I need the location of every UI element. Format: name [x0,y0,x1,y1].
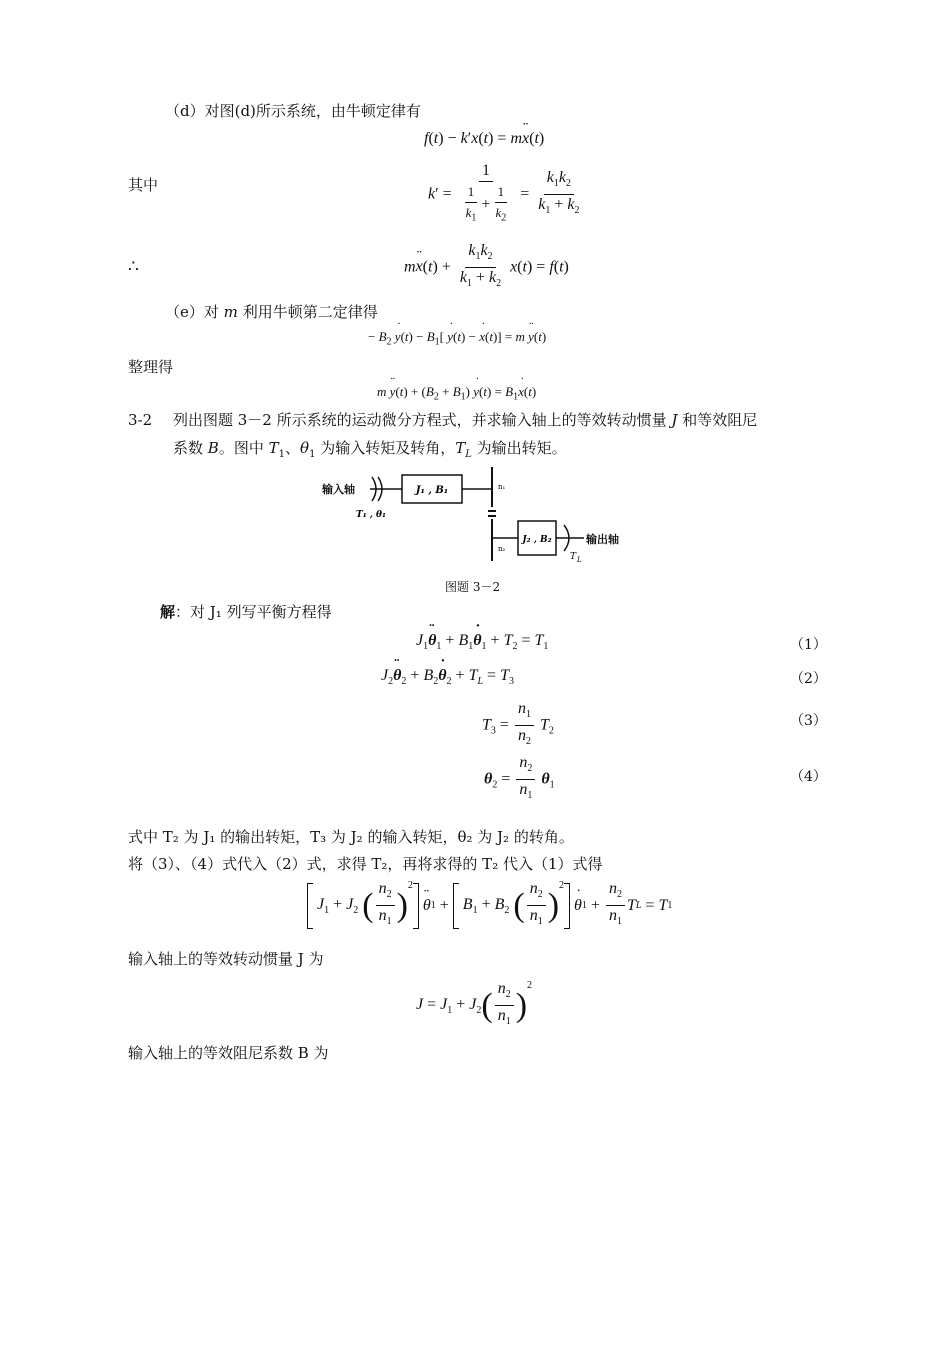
equivalent-B-label: 输入轴上的等效阻尼系数 B 为 [128,1044,329,1062]
section-e-intro-m: m [223,303,238,321]
gear-train-figure [322,463,632,568]
equation-e-balance: − $B_2$ ˙ $y(t) - B_1$[ ˙ y(t) − ˙ x(t)] = m ¨ y(t) [368,329,546,348]
equation-d-result: m¨ x(t) + $\frac{k_1k_2}{k_1 + k_2}$ x(t) = f(t) [404,242,569,293]
solution-intro [160,602,332,622]
therefore-symbol: ∴ [128,257,139,277]
problem-line-2-b: 为输出转矩。 [476,439,567,457]
problem-line-2-pre: 系数 [173,439,204,457]
section-e-intro-pre: （e）对 [165,303,219,321]
equation-combined: $J_1 + J_2$ ( $\frac{n_2}{n_1}$ ) $^2$ ¨ θ 1 + $B_1 + B_2$ ( $\frac{n_2}{n_1}$ ) $^2$ ˙ θ 1 + $\frac{n_2}{n_1}$ T L = T 1 [307,880,672,931]
svg-text:n₁: n₁ [498,483,506,491]
arranged-label: 整理得 [128,358,174,376]
equation-2: $J_2¨$ $\theta_2$ + $B_2˙$ $\theta_2 + T_L = T_3$ [381,667,514,687]
gear-train-diagram [322,463,632,568]
problem-line-1 [173,410,757,430]
equation-number-1: （1） [790,637,827,653]
solution-label: 解 [160,603,176,621]
problem-symbol-J: J [671,411,678,429]
equation-d-newton: f(t) − k′x(t) = m¨ x(t) [424,130,544,148]
svg-text:J₂ , B₂: J₂ , B₂ [522,535,552,545]
solution-intro-text: ：对 J₁ 列写平衡方程得 [175,603,332,621]
equation-equivalent-J: $J = J_1 + J_2$ ( $\frac{n_2}{n_1}$ ) $^2$ [416,980,533,1028]
where-label: 其中 [128,176,159,194]
svg-text:T₁ , θ₁: T₁ , θ₁ [356,510,386,520]
problem-line-2-a: 为输入转矩及转角， [320,439,456,457]
svg-text:T: T [570,552,577,562]
equation-3: $T_3$ = $\frac{n_1}{n_2}$ $T_2$ [482,700,554,748]
equation-number-4: （4） [790,769,827,785]
svg-text:J₁ , B₁: J₁ , B₁ [415,485,449,496]
equation-number-2: （2） [790,671,827,687]
section-d-intro: （d）对图(d)所示系统，由牛顿定律有 [165,102,421,120]
figure-caption: 图题 3－2 [445,580,501,594]
explanation-line-1: 式中 T₂ 为 J₁ 的输出转矩，T₃ 为 J₂ 的输入转矩，θ₂ 为 J₂ 的转角。 [128,828,574,846]
input-shaft-label: 输入轴 [322,483,355,496]
equation-1: $J_1¨$ $\theta_1$ + $B_1˙$ $\theta_1 + T_2 = T_1$ [416,632,548,652]
problem-line-1-post: 和等效阻尼 [682,411,758,429]
problem-line-2: 系数 B。图中 $T_1$、$\theta_1$ 为输入转矩及转角，$T_L$ 为输出转矩。 [173,439,567,460]
problem-line-2-mid: 。图中 [218,439,264,457]
explanation-line-2: 将（3）、（4）式代入（2）式，求得 T₂，再将求得的 T₂ 代入（1）式得 [128,855,603,873]
problem-number: 3-2 [128,411,153,429]
equation-number-3: （3） [790,713,827,729]
problem-line-1-pre: 列出图题 3－2 所示系统的运动微分方程式，并求输入轴上的等效转动惯量 [173,411,667,429]
equation-4: $\theta_2$ = $\frac{n_2}{n_1}$ $\theta_1$ [484,754,555,802]
problem-symbol-B: B [207,439,219,457]
section-e-intro [165,302,378,322]
equation-e-result: m ¨ $y(t) + (B_2 + B_1)$ ˙ $y(t) = B_1˙$ x(t) [377,384,536,403]
svg-text:L: L [577,556,582,564]
section-e-intro-post: 利用牛顿第二定律得 [242,303,378,321]
equation-k-prime: k′ = 1 $\frac{1}{k_1}$ + $\frac{1}{k_2}$ = $\frac{k_1k_2}{k_1 + k_2}$ [428,162,580,224]
equivalent-J-label: 输入轴上的等效转动惯量 J 为 [128,950,324,968]
svg-text:n₂: n₂ [498,545,506,553]
output-shaft-label: 输出轴 [586,533,619,546]
